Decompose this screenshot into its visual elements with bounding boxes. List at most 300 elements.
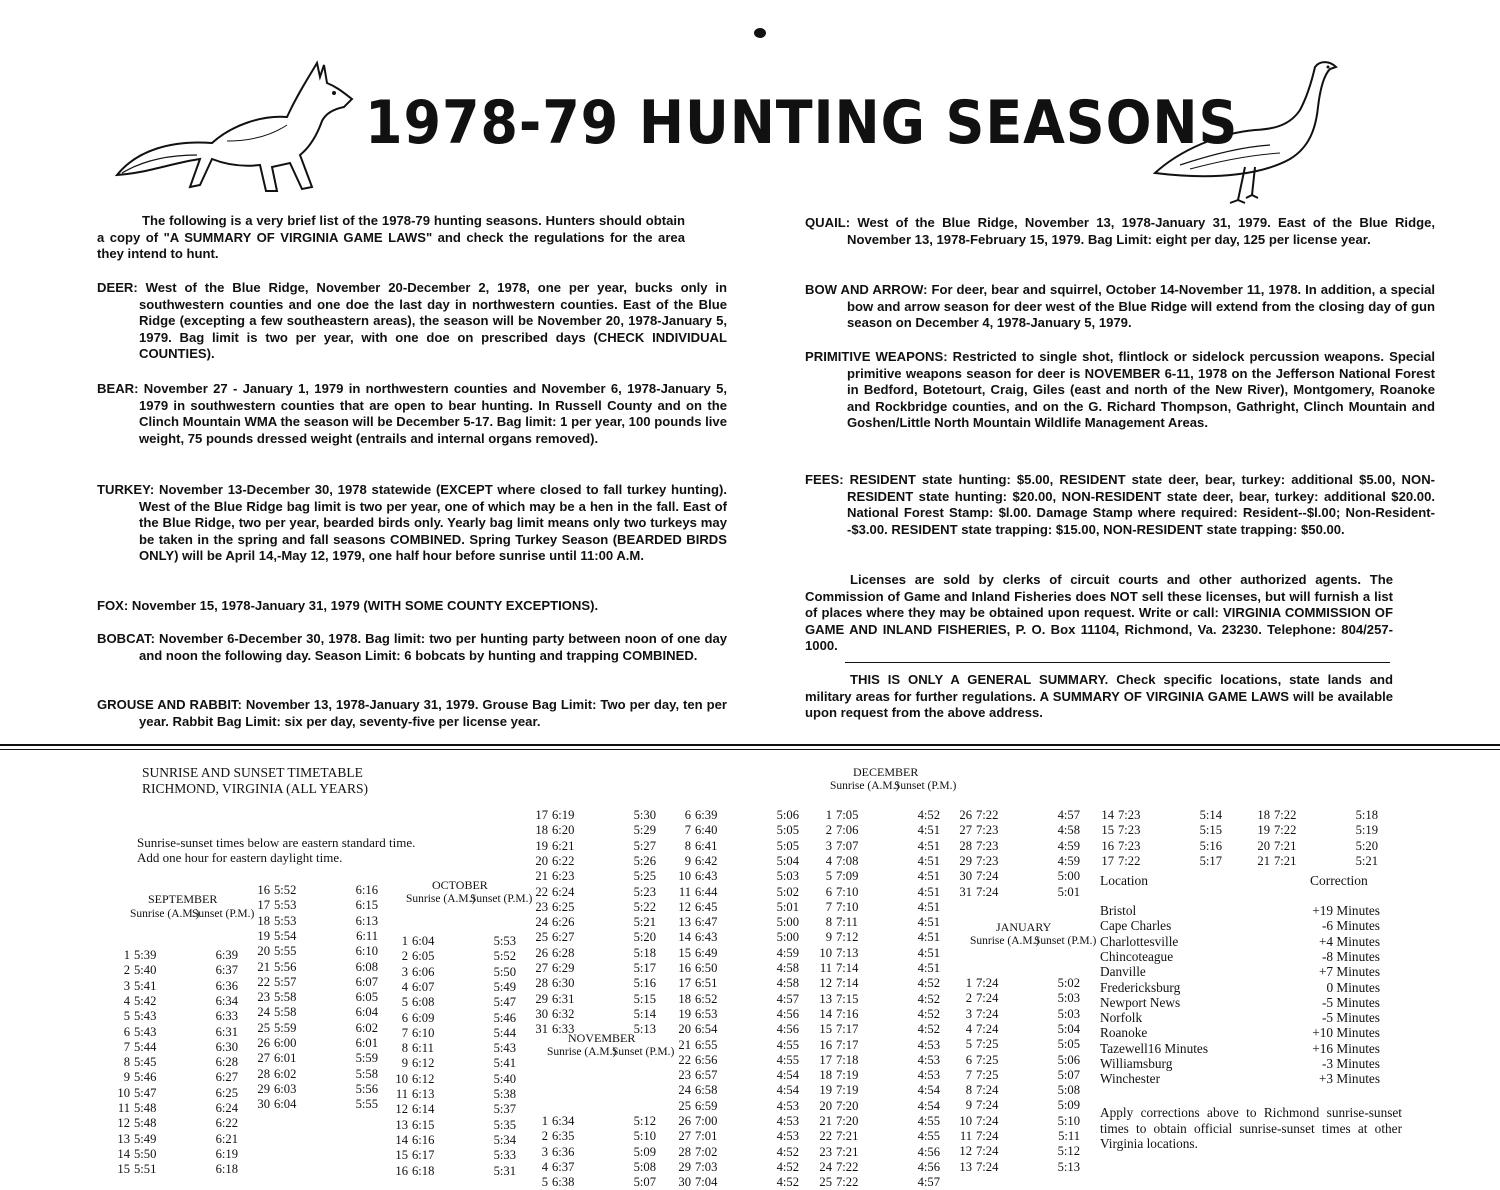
sunset-time: 5:25 xyxy=(633,869,656,884)
day-number: 30 xyxy=(535,1006,548,1021)
section-text: RESIDENT state hunting: $5.00, RESIDENT state deer, bear, turkey: additional $5.00, NON-RESIDENT state hunting: $20.00, NON-RESIDENT state deer, bear, turkey: additional $20.00. National Forest Stamp: $l.00. Damage Stamp where required: Resident--$l.00; Non-Resident--$3.00. RESIDENT state trapping: $15.00, NON-RESIDENT state trapping: $50.00. xyxy=(847,472,1436,537)
sunrise-time: 6:51 xyxy=(695,976,718,991)
sunset-header-text: Sunset (P.M.) xyxy=(1034,935,1097,947)
sunset-time: 4:54 xyxy=(776,1083,799,1098)
sunrise-time: 5:55 xyxy=(274,944,297,959)
sunrise-time: 7:13 xyxy=(836,945,859,960)
day-number: 27 xyxy=(257,1051,270,1066)
sunrise-time: 6:26 xyxy=(552,915,575,930)
sunset-time: 4:56 xyxy=(776,1006,799,1021)
sunrise-time: 6:15 xyxy=(412,1117,435,1132)
sunset-time: 4:52 xyxy=(917,991,940,1006)
day-number: 26 xyxy=(959,808,972,822)
sunrise-time: 7:10 xyxy=(836,899,859,914)
sunset-time: 6:27 xyxy=(215,1070,238,1085)
sunset-time: 5:08 xyxy=(1057,1083,1080,1098)
day-number: 9 xyxy=(965,1098,972,1113)
sunset-header xyxy=(192,908,255,921)
quail-section xyxy=(805,215,1435,248)
timetable-subtitle: RICHMOND, VIRGINIA (ALL YEARS) xyxy=(142,781,368,796)
sunset-time: 5:29 xyxy=(633,823,656,838)
day-number: 7 xyxy=(965,1067,972,1082)
sunrise-time: 6:35 xyxy=(552,1129,575,1144)
sunrise-time: 7:10 xyxy=(836,884,859,899)
sunrise-time: 6:38 xyxy=(552,1175,575,1190)
day-number: 7 xyxy=(825,899,832,914)
sunset-time: 4:53 xyxy=(917,1068,940,1083)
month-header-december: DECEMBER xyxy=(853,765,919,779)
day-number: 10 xyxy=(678,869,691,884)
day-number: 1 xyxy=(965,976,972,990)
day-number: 19 xyxy=(678,1006,691,1021)
sunrise-time: 6:00 xyxy=(274,1036,297,1050)
day-number: 16 xyxy=(1101,838,1114,853)
sunrise-time: 6:45 xyxy=(695,899,718,914)
section-label: FEES: xyxy=(805,472,844,487)
sunset-header xyxy=(470,893,533,906)
sunset-time: 4:52 xyxy=(776,1159,799,1174)
sunset-time: 5:07 xyxy=(633,1175,656,1190)
day-number: 12 xyxy=(678,899,691,914)
section-text: November 15, 1978-January 31, 1979 (WITH SOME COUNTY EXCEPTIONS). xyxy=(131,598,599,613)
location-header: Location xyxy=(1100,873,1148,888)
day-number: 30 xyxy=(959,869,972,884)
section-label: BOW AND ARROW: xyxy=(805,282,928,297)
sunset-time: 5:09 xyxy=(1057,1098,1080,1113)
sunrise-time: 7:24 xyxy=(976,1113,999,1128)
sunset-time: 4:54 xyxy=(917,1083,940,1098)
day-number: 29 xyxy=(257,1081,270,1096)
deer-section xyxy=(97,280,727,363)
day-number: 31 xyxy=(535,1022,548,1037)
day-number: 24 xyxy=(257,1005,270,1020)
day-number: 5 xyxy=(825,869,832,884)
section-label: BOBCAT: xyxy=(97,631,155,646)
sunrise-time: 7:14 xyxy=(836,976,859,991)
timetable-title: SUNRISE AND SUNSET TIMETABLE xyxy=(142,765,363,780)
sunset-time: 4:56 xyxy=(917,1159,940,1174)
sunrise-time: 7:25 xyxy=(976,1052,999,1067)
sunset-time: 4:51 xyxy=(917,853,940,868)
sunrise-time: 6:09 xyxy=(412,1010,435,1025)
sunset-header xyxy=(1034,935,1097,948)
day-number: 16 xyxy=(678,961,691,975)
sunrise-time: 5:53 xyxy=(274,913,297,928)
sunset-time: 5:31 xyxy=(493,1163,516,1178)
sunrise-time: 7:16 xyxy=(836,1006,859,1021)
day-number: 20 xyxy=(678,1022,691,1037)
correction-location: Tazewell16 Minutes xyxy=(1100,1040,1208,1056)
sunrise-time: 6:30 xyxy=(552,976,575,991)
timetable-note: Add one hour for eastern daylight time. xyxy=(137,850,343,865)
sunrise-time: 7:22 xyxy=(836,1175,859,1190)
sunset-time: 5:00 xyxy=(776,930,799,945)
sunrise-time: 7:01 xyxy=(695,1129,718,1144)
day-number: 25 xyxy=(678,1098,691,1113)
sunset-time: 5:26 xyxy=(633,853,656,868)
sunset-time: 5:02 xyxy=(1057,976,1080,990)
sunrise-time: 7:22 xyxy=(1274,808,1297,822)
sunrise-time: 6:27 xyxy=(552,930,575,945)
sunset-time: 5:01 xyxy=(776,899,799,914)
sunset-time: 5:06 xyxy=(776,808,799,822)
sunrise-time: 6:23 xyxy=(552,869,575,884)
sunset-time: 5:16 xyxy=(633,976,656,991)
sunrise-time: 6:43 xyxy=(695,930,718,945)
sunrise-time: 7:24 xyxy=(976,1021,999,1036)
sunset-time: 5:03 xyxy=(1057,991,1080,1006)
sunset-time: 5:14 xyxy=(1199,808,1222,822)
sunset-time: 4:52 xyxy=(917,1022,940,1037)
sunrise-time: 6:54 xyxy=(695,1022,718,1037)
sunrise-time: 6:18 xyxy=(412,1163,435,1178)
day-number: 6 xyxy=(684,808,691,822)
sunset-time: 5:33 xyxy=(493,1148,516,1163)
sunset-time: 4:59 xyxy=(776,945,799,960)
sunrise-time: 5:46 xyxy=(134,1070,157,1085)
sunset-time: 4:51 xyxy=(917,838,940,853)
day-number: 14 xyxy=(678,930,691,945)
day-number: 27 xyxy=(535,961,548,975)
day-number: 18 xyxy=(257,913,270,928)
day-number: 19 xyxy=(535,838,548,853)
sunset-time: 5:21 xyxy=(1355,853,1378,868)
sunrise-time: 6:17 xyxy=(412,1148,435,1163)
day-number: 12 xyxy=(395,1102,408,1117)
sunrise-time: 7:21 xyxy=(836,1144,859,1159)
sunset-time: 5:23 xyxy=(633,884,656,899)
sunrise-time: 7:23 xyxy=(976,853,999,868)
sunrise-time: 7:23 xyxy=(976,823,999,838)
sunset-time: 6:11 xyxy=(356,928,378,943)
day-number: 22 xyxy=(257,974,270,989)
day-number: 27 xyxy=(678,1129,691,1144)
sunset-time: 5:05 xyxy=(1057,1037,1080,1052)
sunrise-time: 7:12 xyxy=(836,930,859,945)
sunset-time: 5:15 xyxy=(1199,823,1222,838)
day-number: 10 xyxy=(819,945,832,960)
day-number: 18 xyxy=(535,823,548,838)
sunrise-time: 5:47 xyxy=(134,1085,157,1100)
day-number: 17 xyxy=(819,1052,832,1067)
day-number: 6 xyxy=(825,884,832,899)
sunrise-time: 6:34 xyxy=(552,1114,575,1128)
sunset-time: 5:18 xyxy=(633,945,656,960)
sunrise-time: 7:00 xyxy=(695,1114,718,1128)
sunrise-header-text: Sunrise (A.M.) xyxy=(547,1046,617,1058)
day-number: 30 xyxy=(678,1175,691,1190)
day-number: 3 xyxy=(401,964,408,979)
sunset-time: 4:51 xyxy=(917,915,940,930)
day-number: 26 xyxy=(535,945,548,960)
sunset-time: 5:40 xyxy=(493,1071,516,1086)
sunset-time: 5:21 xyxy=(633,915,656,930)
day-number: 16 xyxy=(395,1163,408,1178)
day-number: 17 xyxy=(678,976,691,991)
sunrise-time: 6:04 xyxy=(412,934,435,948)
day-number: 8 xyxy=(123,1055,130,1070)
sunset-time: 4:58 xyxy=(776,976,799,991)
sunrise-time: 6:06 xyxy=(412,964,435,979)
sunset-time: 5:13 xyxy=(1057,1159,1080,1174)
sunrise-time: 7:15 xyxy=(836,991,859,1006)
sunrise-header xyxy=(406,893,476,906)
sunset-time: 6:36 xyxy=(215,978,238,993)
day-number: 2 xyxy=(965,991,972,1006)
section-label: FOX: xyxy=(97,598,129,613)
sunset-time: 4:53 xyxy=(917,1052,940,1067)
day-number: 5 xyxy=(401,995,408,1010)
day-number: 6 xyxy=(123,1024,130,1039)
sunrise-time: 6:52 xyxy=(695,991,718,1006)
sunset-time: 6:10 xyxy=(355,944,378,959)
day-number: 5 xyxy=(123,1009,130,1024)
day-number: 29 xyxy=(959,853,972,868)
correction-value: +10 Minutes xyxy=(1312,1025,1380,1041)
sunrise-time: 7:23 xyxy=(976,838,999,853)
sunset-time: 5:43 xyxy=(493,1041,516,1056)
sunset-time: 5:17 xyxy=(1199,853,1222,868)
sunrise-time: 5:52 xyxy=(274,883,297,897)
correction-header: Correction xyxy=(1310,873,1368,888)
sunrise-time: 6:02 xyxy=(274,1066,297,1081)
sunrise-time: 5:40 xyxy=(134,963,157,978)
sunrise-time: 7:22 xyxy=(836,1159,859,1174)
section-label: DEER: xyxy=(97,280,138,295)
correction-location: Roanoke xyxy=(1100,1025,1148,1041)
sunrise-time: 6:19 xyxy=(552,808,575,822)
day-number: 4 xyxy=(541,1159,548,1174)
day-number: 10 xyxy=(959,1113,972,1128)
day-number: 25 xyxy=(257,1020,270,1035)
day-number: 30 xyxy=(257,1097,270,1112)
sunrise-header-text: Sunrise (A.M.) xyxy=(406,893,476,905)
sunset-time: 6:30 xyxy=(215,1039,238,1054)
sunset-time: 4:51 xyxy=(917,823,940,838)
sunrise-time: 7:11 xyxy=(836,915,858,930)
day-number: 11 xyxy=(959,1129,972,1143)
sunrise-time: 6:33 xyxy=(552,1022,575,1037)
day-number: 22 xyxy=(678,1052,691,1067)
sunrise-time: 7:21 xyxy=(1274,838,1297,853)
sunrise-time: 6:04 xyxy=(274,1097,297,1112)
day-number: 28 xyxy=(257,1066,270,1081)
sunset-time: 6:13 xyxy=(355,913,378,928)
day-number: 11 xyxy=(819,961,832,975)
sunset-time: 4:55 xyxy=(776,1052,799,1067)
sunset-time: 6:37 xyxy=(215,963,238,978)
sunrise-time: 6:10 xyxy=(412,1025,435,1040)
sunset-time: 4:59 xyxy=(1057,853,1080,868)
sunset-time: 4:51 xyxy=(917,869,940,884)
sunset-time: 4:57 xyxy=(1057,808,1080,822)
sunrise-time: 7:24 xyxy=(976,1144,999,1159)
correction-value: +4 Minutes xyxy=(1318,933,1380,949)
sunset-time: 5:05 xyxy=(776,823,799,838)
sunset-time: 5:03 xyxy=(1057,1006,1080,1021)
day-number: 7 xyxy=(684,823,691,838)
sunrise-time: 7:23 xyxy=(1118,808,1141,822)
sunset-time: 5:22 xyxy=(633,899,656,914)
day-number: 1 xyxy=(123,948,130,962)
sunrise-header-text: Sunrise (A.M.) xyxy=(830,780,900,792)
sunset-time: 6:19 xyxy=(215,1146,238,1161)
section-label: TURKEY: xyxy=(97,482,155,497)
sunset-time: 6:18 xyxy=(215,1162,238,1177)
sunrise-time: 5:58 xyxy=(274,990,297,1005)
sunrise-time: 6:12 xyxy=(412,1071,435,1086)
sunrise-time: 7:06 xyxy=(836,823,859,838)
sunrise-time: 6:40 xyxy=(695,823,718,838)
sunrise-time: 5:44 xyxy=(134,1039,157,1054)
sunrise-time: 6:14 xyxy=(412,1102,435,1117)
punch-hole xyxy=(752,26,768,40)
sunset-time: 6:34 xyxy=(215,993,238,1008)
day-number: 3 xyxy=(825,838,832,853)
sunrise-time: 7:20 xyxy=(836,1114,859,1128)
summary-paragraph: THIS IS ONLY A GENERAL SUMMARY. Check specific locations, state lands and military areas for further regulations. A SUMMARY OF VIRGINIA GAME LAWS will be available upon request from the above address. xyxy=(805,672,1393,720)
day-number: 1 xyxy=(401,934,408,948)
sunrise-time: 6:57 xyxy=(695,1068,718,1083)
section-text: West of the Blue Ridge, November 13, 1978-January 31, 1979. East of the Blue Ridge, November 13, 1978-February 15, 1979. Bag Limit: eight per day, 125 per license year. xyxy=(847,215,1435,247)
licenses-paragraph: Licenses are sold by clerks of circuit courts and other authorized agents. The Commission of Game and Inland Fisheries does NOT sell these licenses, but will furnish a list of places where they may be obtained upon request. Write or call: VIRGINIA COMMISSION OF GAME AND INLAND FISHERIES, P. O. Box 11104, Richmond, Va. 23230. Telephone: 804/257-1000. xyxy=(805,572,1393,653)
sunrise-time: 6:55 xyxy=(695,1037,718,1052)
sunrise-time: 6:01 xyxy=(274,1051,297,1066)
sunset-time: 5:06 xyxy=(1057,1052,1080,1067)
sunrise-header-text: Sunrise (A.M.) xyxy=(970,935,1040,947)
sunrise-time: 7:07 xyxy=(836,838,859,853)
sunset-time: 6:28 xyxy=(215,1055,238,1070)
sunrise-time: 6:58 xyxy=(695,1083,718,1098)
sunset-time: 5:56 xyxy=(355,1081,378,1096)
primitive-weapons-section xyxy=(805,349,1435,432)
sunset-time: 5:10 xyxy=(633,1129,656,1144)
sunset-time: 6:39 xyxy=(215,948,238,962)
sunrise-time: 6:22 xyxy=(552,853,575,868)
sunrise-time: 6:43 xyxy=(695,869,718,884)
day-number: 16 xyxy=(257,883,270,897)
sunrise-time: 6:56 xyxy=(695,1052,718,1067)
sunset-time: 5:49 xyxy=(493,979,516,994)
sunset-time: 5:07 xyxy=(1057,1067,1080,1082)
sunrise-time: 5:48 xyxy=(134,1101,157,1115)
correction-value: +16 Minutes xyxy=(1312,1040,1380,1056)
sunset-time: 5:15 xyxy=(633,991,656,1006)
sunrise-time: 7:08 xyxy=(836,853,859,868)
section-text: November 13, 1978-January 31, 1979. Grouse Bag Limit: Two per day, ten per year. Rabbit Bag Limit: six per day, seventy-five per license year. xyxy=(139,697,727,729)
sunrise-header xyxy=(830,780,900,793)
day-number: 16 xyxy=(819,1037,832,1052)
sunrise-time: 6:05 xyxy=(412,949,435,964)
sunset-time: 5:11 xyxy=(1058,1129,1080,1143)
sunset-time: 5:44 xyxy=(493,1025,516,1040)
day-number: 11 xyxy=(117,1101,130,1115)
sunrise-time: 7:24 xyxy=(976,991,999,1006)
day-number: 24 xyxy=(678,1083,691,1098)
sunset-time: 6:24 xyxy=(215,1101,238,1115)
day-number: 12 xyxy=(959,1144,972,1159)
intro-paragraph: The following is a very brief list of the 1978-79 hunting seasons. Hunters should obtain a copy of "A SUMMARY OF VIRGINIA GAME LAWS" and check the regulations for the area they intend to hunt. xyxy=(97,213,685,261)
day-number: 2 xyxy=(123,963,130,978)
sunset-time: 5:34 xyxy=(493,1132,516,1147)
day-number: 19 xyxy=(1257,823,1270,838)
sunset-time: 4:53 xyxy=(776,1098,799,1113)
sunrise-time: 5:39 xyxy=(134,948,157,962)
sunset-time: 5:12 xyxy=(1057,1144,1080,1159)
correction-location: Chincoteague xyxy=(1100,948,1174,964)
sunset-time: 4:53 xyxy=(776,1129,799,1144)
day-number: 21 xyxy=(535,869,548,884)
sunrise-time: 6:49 xyxy=(695,945,718,960)
sunset-time: 4:53 xyxy=(776,1114,799,1128)
sunrise-time: 5:58 xyxy=(274,1005,297,1020)
sunrise-time: 6:29 xyxy=(552,961,575,975)
sunset-time: 4:51 xyxy=(917,899,940,914)
day-number: 6 xyxy=(401,1010,408,1025)
day-number: 24 xyxy=(819,1159,832,1174)
sunrise-time: 7:17 xyxy=(836,1022,859,1037)
sunset-time: 5:53 xyxy=(493,934,516,948)
correction-value: -5 Minutes xyxy=(1322,994,1380,1010)
day-number: 14 xyxy=(819,1006,832,1021)
day-number: 23 xyxy=(819,1144,832,1159)
day-number: 7 xyxy=(401,1025,408,1040)
sunset-time: 5:16 xyxy=(1199,838,1222,853)
section-text: November 6-December 30, 1978. Bag limit: two per hunting party between noon of one day and noon the following day. Season Limit: 6 bobcats by hunting and trapping COMBINED. xyxy=(139,631,728,663)
sunrise-time: 7:20 xyxy=(836,1098,859,1113)
day-number: 15 xyxy=(678,945,691,960)
sunset-time: 4:57 xyxy=(776,991,799,1006)
bobcat-section xyxy=(97,631,727,664)
sunset-time: 6:22 xyxy=(215,1116,238,1131)
day-number: 17 xyxy=(535,808,548,822)
sunrise-time: 7:18 xyxy=(836,1052,859,1067)
sunrise-time: 5:41 xyxy=(134,978,157,993)
sunrise-time: 6:39 xyxy=(695,808,718,822)
day-number: 19 xyxy=(257,928,270,943)
section-text: November 27 - January 1, 1979 in northwestern counties and November 6, 1978-January 5, 1979 in southwestern counties that are open to bear hunting. In Russell County and on the Clinch Mountain WMA the season will be December 5-17. Bag limit: 1 per year, 100 pounds live weight, 75 pounds dressed weight (entrails and internal organs removed). xyxy=(139,381,727,446)
sunrise-time: 7:22 xyxy=(1274,823,1297,838)
sunrise-time: 5:45 xyxy=(134,1055,157,1070)
correction-value: -6 Minutes xyxy=(1322,918,1380,934)
day-number: 2 xyxy=(541,1129,548,1144)
day-number: 2 xyxy=(825,823,832,838)
sunrise-time: 6:32 xyxy=(552,1006,575,1021)
sunset-time: 6:04 xyxy=(355,1005,378,1020)
correction-location: Cape Charles xyxy=(1100,918,1172,934)
sunrise-time: 6:07 xyxy=(412,979,435,994)
sunset-time: 5:01 xyxy=(1057,884,1080,899)
sunset-time: 4:51 xyxy=(917,945,940,960)
day-number: 8 xyxy=(965,1083,972,1098)
sunset-time: 5:55 xyxy=(355,1097,378,1112)
sunset-time: 4:56 xyxy=(776,1022,799,1037)
sunrise-time: 7:05 xyxy=(836,808,859,822)
sunset-time: 4:58 xyxy=(776,961,799,975)
sunrise-time: 6:21 xyxy=(552,838,575,853)
sunrise-time: 7:25 xyxy=(976,1067,999,1082)
sunset-time: 5:58 xyxy=(355,1066,378,1081)
sunrise-time: 7:22 xyxy=(1118,853,1141,868)
day-number: 5 xyxy=(541,1175,548,1190)
sunset-time: 4:58 xyxy=(1057,823,1080,838)
day-number: 9 xyxy=(123,1070,130,1085)
day-number: 31 xyxy=(959,884,972,899)
sunrise-time: 7:24 xyxy=(976,1006,999,1021)
sunrise-time: 6:41 xyxy=(695,838,718,853)
day-number: 23 xyxy=(535,899,548,914)
sunrise-time: 6:47 xyxy=(695,915,718,930)
